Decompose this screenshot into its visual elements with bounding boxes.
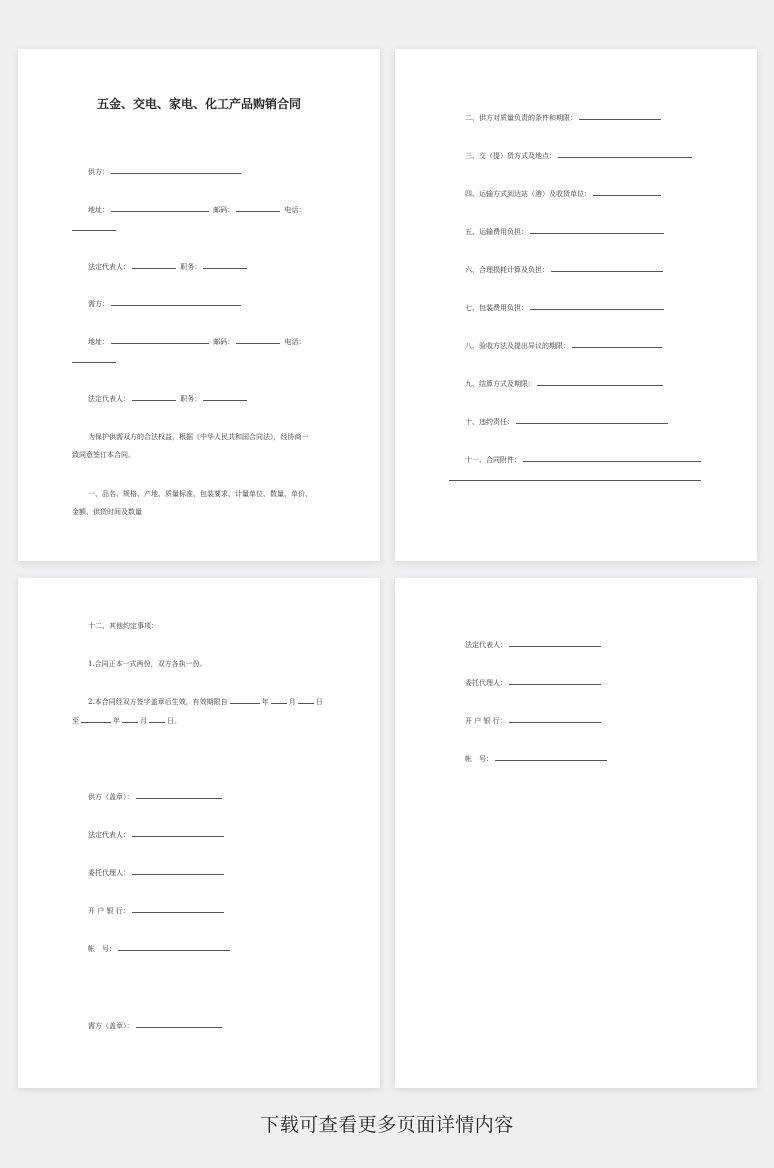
agent-row-3 (88, 868, 226, 878)
clause11-row (465, 455, 703, 465)
clause8-blank (572, 341, 662, 348)
account-blank-3 (118, 944, 230, 951)
intro-line-2: 致同意签订本合同。 (72, 451, 135, 459)
postcode2-label: 邮码： (213, 338, 235, 346)
legal-rep-label-3: 法定代表人： (88, 831, 130, 839)
bank-blank-3 (132, 906, 224, 913)
clause5-row (465, 227, 666, 237)
bank-row-3 (88, 906, 226, 916)
legal-rep-row-4 (465, 640, 603, 650)
account-label-4: 帐 号： (465, 755, 493, 763)
clause10-row (465, 417, 670, 427)
position-label: 职务： (180, 263, 202, 271)
item2-row-2 (72, 716, 181, 726)
item2-row (88, 697, 323, 707)
end-year-label: 年 (113, 717, 120, 725)
clause11-blank-line-2 (449, 480, 701, 481)
address-blank (111, 205, 209, 212)
address-label: 地址： (88, 206, 109, 214)
clause6-label: 六、合理损耗计算及负担： (465, 266, 549, 274)
agent-blank-3 (132, 868, 224, 875)
phone-label: 电话： (284, 206, 306, 214)
clause7-label: 七、包装费用负担： (465, 304, 528, 312)
download-more-text[interactable]: 下载可查看更多页面详情内容 (260, 1114, 514, 1136)
month-label: 月 (288, 698, 296, 706)
clause11-blank (523, 455, 701, 462)
supplier-seal-label: 供方（盖章）： (88, 793, 134, 801)
account-blank-4 (495, 754, 607, 761)
phone2-blank (72, 362, 116, 363)
clause10-blank (516, 417, 668, 424)
buyer-row (88, 299, 243, 309)
clause3-blank (558, 151, 692, 158)
clause4-blank (593, 189, 661, 196)
clause4-label: 四、运输方式到达站（港）及收货单位： (465, 190, 591, 198)
clause8-row (465, 341, 664, 351)
bank-label-3: 开 户 银 行： (88, 907, 130, 915)
end-month-label: 月 (140, 717, 147, 725)
clause5-label: 五、运输费用负担： (465, 228, 528, 236)
buyer-seal-label: 需方（盖章）： (88, 1022, 134, 1030)
position-blank (203, 262, 247, 269)
clause2-label: 二、供方对质量负责的条件和期限： (465, 114, 577, 122)
clause10-label: 十、违约责任： (465, 418, 514, 426)
contract-page-3 (18, 578, 380, 1088)
item2-text: 2.本合同经双方签字盖章后生效，有效期限自 (88, 698, 228, 706)
legal-rep-row (88, 262, 249, 272)
address-row (88, 205, 305, 215)
end-day-blank (149, 716, 165, 723)
legal-rep-blank-4 (509, 640, 601, 647)
to-label: 至 (72, 717, 79, 725)
contract-page-2 (395, 49, 757, 561)
end-year-blank (81, 716, 111, 723)
agent-label-3: 委托代理人： (88, 869, 130, 877)
legal-rep-blank (132, 262, 176, 269)
clause7-row (465, 303, 666, 313)
contract-page-1 (18, 49, 380, 561)
supplier-blank (111, 167, 241, 174)
clause9-label: 九、结算方式及期限： (465, 380, 535, 388)
agent-label-4: 委托代理人： (465, 679, 507, 687)
bank-row-4 (465, 716, 603, 726)
year-label: 年 (261, 698, 269, 706)
address2-blank (111, 337, 209, 344)
clause4-row (465, 189, 663, 199)
start-day-blank (298, 697, 314, 704)
buyer-seal-row (88, 1021, 224, 1031)
account-row-4 (465, 754, 609, 764)
legal-rep-row-3 (88, 830, 226, 840)
legal-rep2-row (88, 394, 249, 404)
end-day-label: 日。 (167, 717, 181, 725)
supplier-row (88, 167, 243, 177)
clause2-blank (579, 113, 661, 120)
intro-line-1: 为保护供需双方的合法权益，根据《中华人民共和国合同法》，经协商一 (88, 433, 309, 441)
agent-blank-4 (509, 678, 601, 685)
contract-page-4 (395, 578, 757, 1088)
position2-label: 职务： (180, 395, 202, 403)
end-month-blank (122, 716, 138, 723)
legal-rep-blank-3 (132, 830, 224, 837)
position2-blank (203, 394, 247, 401)
clause3-row (465, 151, 694, 161)
clause6-row (465, 265, 665, 275)
account-label-3: 帐 号： (88, 945, 116, 953)
legal-rep2-blank (132, 394, 176, 401)
address2-label: 地址： (88, 338, 109, 346)
clause5-blank (530, 227, 664, 234)
supplier-seal-row (88, 792, 224, 802)
clause6-blank (551, 265, 663, 272)
day-label: 日 (315, 698, 323, 706)
clause12-label: 十二、其他约定事项： (88, 622, 158, 630)
phone2-label: 电话： (284, 338, 306, 346)
clause2-row (465, 113, 663, 123)
clause9-blank (537, 379, 663, 386)
supplier-label: 供方： (88, 168, 109, 176)
supplier-seal-blank (136, 792, 222, 799)
clause11-label: 十一、合同附件： (465, 456, 521, 464)
start-month-blank (271, 697, 287, 704)
address2-row (88, 337, 305, 347)
start-year-blank (230, 697, 260, 704)
bank-blank-4 (509, 716, 601, 723)
clause7-blank (530, 303, 664, 310)
postcode-label: 邮码： (213, 206, 235, 214)
phone-blank (72, 230, 116, 231)
clause3-label: 三、交（提）货方式及地点： (465, 152, 556, 160)
buyer-blank (111, 299, 241, 306)
bank-label-4: 开 户 银 行： (465, 717, 507, 725)
postcode-blank (236, 205, 280, 212)
legal-rep-label-4: 法定代表人： (465, 641, 507, 649)
clause1-line-2: 金额、供货时间及数量 (72, 508, 142, 516)
clause1-line-1: 一、品名、规格、产地、质量标准、包装要求、计量单位、数量、单价、 (88, 490, 312, 498)
buyer-seal-blank (136, 1021, 222, 1028)
postcode2-blank (236, 337, 280, 344)
contract-title: 五金、交电、家电、化工产品购销合同 (96, 97, 301, 111)
legal-rep2-label: 法定代表人： (88, 395, 130, 403)
clause8-label: 八、验收方法及提出异议的期限： (465, 342, 570, 350)
agent-row-4 (465, 678, 603, 688)
item1-text: 1.合同正本一式两份，双方各执一份。 (88, 660, 207, 668)
buyer-label: 需方： (88, 300, 109, 308)
clause9-row (465, 379, 665, 389)
legal-rep-label: 法定代表人： (88, 263, 130, 271)
account-row-3 (88, 944, 232, 954)
